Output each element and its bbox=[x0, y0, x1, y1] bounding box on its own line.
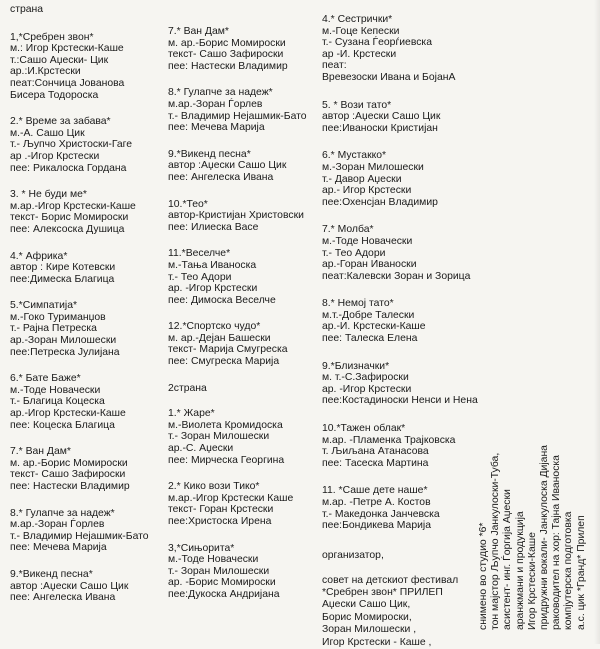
credit-line: пее: Коцеска Благица bbox=[10, 419, 115, 431]
credit-line-vertical: Игор Крстески-Каше bbox=[526, 532, 538, 630]
credit-line: м.-Зоран Милошески bbox=[322, 161, 424, 173]
credit-line: ар. -Игор Крстески bbox=[168, 283, 258, 295]
song-entry bbox=[322, 485, 492, 531]
credit-line: текст- Горан Крстески bbox=[168, 504, 274, 516]
song-title: 2.* Време за забава* bbox=[10, 116, 111, 128]
credit-line-vertical: а.с. цик *Гранд* Прилеп bbox=[575, 515, 587, 630]
song-entry bbox=[168, 26, 328, 72]
song-title: 7.* Ван Дам* bbox=[10, 446, 71, 458]
organizer-line: Зоран Милошески , bbox=[322, 624, 417, 636]
credit-line: м.ар. -Пламенка Трајковска bbox=[322, 434, 456, 446]
song-title: 6.* Мустакко* bbox=[322, 150, 387, 162]
song-title: 3,*Сињорита* bbox=[168, 542, 235, 554]
credit-line: ар.-Игор Крстески-Каше bbox=[10, 408, 126, 420]
credit-line: м.ар.-Игор Крстески-Каше bbox=[10, 200, 136, 212]
organizer-line: Игор Крстески - Каше , bbox=[322, 636, 432, 648]
credit-line: ар.-И. Крстески-Каше bbox=[322, 321, 426, 333]
credit-line: автор-Кристијан Христовски bbox=[168, 210, 304, 222]
credit-line: ар.-Горан Иваноски bbox=[322, 259, 417, 271]
credit-line: ар .-Игор Крстески bbox=[10, 150, 100, 162]
credit-line: пее: Рикалоска Гордана bbox=[10, 162, 127, 174]
column-2-entries bbox=[168, 26, 328, 368]
credit-line: пее: Илиеска Васе bbox=[168, 221, 259, 233]
organizer-line: *Сребрен звон* ПРИЛЕП bbox=[322, 587, 443, 598]
song-title: 10.*Тео* bbox=[168, 198, 208, 210]
song-title: 11. *Саше дете наше* bbox=[322, 485, 428, 497]
song-entry bbox=[322, 423, 492, 469]
song-title: 9.*Викенд песна* bbox=[168, 148, 251, 160]
organizer-line: Борис Момироски, bbox=[322, 611, 412, 623]
song-title: 1,*Сребрен звон* bbox=[10, 31, 94, 43]
song-entry bbox=[168, 87, 328, 133]
organizer-block bbox=[322, 550, 492, 649]
credit-line: текст- Сашо Зафироски bbox=[168, 49, 284, 61]
credit-line: т.- Владимир Нејашмик-Бато bbox=[168, 110, 307, 122]
song-entry bbox=[10, 446, 160, 492]
song-title: 12.*Спортско чудо* bbox=[168, 321, 261, 333]
credit-line: пеат:Сончица Јованова bbox=[10, 77, 125, 89]
song-title: 8.* Гулапче за надеж* bbox=[168, 87, 273, 99]
credit-line: т.- Владимир Нејашмик-Бато bbox=[10, 530, 149, 542]
credit-line: пеат: bbox=[322, 60, 347, 72]
credit-line: текст- Борис Момироски bbox=[10, 212, 129, 224]
song-entry bbox=[10, 32, 160, 102]
song-entry bbox=[322, 150, 492, 208]
song-entry bbox=[10, 300, 160, 358]
credit-line: автор :Аџески Сашо Цик bbox=[10, 580, 129, 592]
credit-line: м.-Тоде Новачески bbox=[168, 554, 259, 566]
credit-line: ар.-Зоран Милошески bbox=[10, 335, 117, 347]
credit-line: пее:Дукоска Андријана bbox=[168, 588, 280, 600]
song-entry bbox=[168, 248, 328, 306]
credit-line: ар. -Игор Крстески bbox=[322, 383, 412, 395]
credit-line: пее: Смугреска Марија bbox=[168, 356, 280, 368]
credit-line: Бисера Тодороска bbox=[10, 89, 99, 101]
credit-line: пее: Алексоска Душица bbox=[10, 223, 125, 235]
organizer-line: совет на детскиот фестивал bbox=[322, 574, 459, 586]
credit-line-vertical: снимено во студио *6* bbox=[478, 522, 489, 630]
column-2-side-entries bbox=[168, 408, 328, 600]
credit-line: м.-А. Сашо Цик bbox=[10, 127, 85, 139]
organizer-line bbox=[322, 562, 492, 574]
credit-line: м.-Виолета Кромидоска bbox=[168, 419, 283, 431]
credit-line: пеат:Калевски Зоран и Зорица bbox=[322, 270, 471, 282]
credit-line: т. Љиљана Атанасова bbox=[322, 446, 429, 458]
credit-line: пее: Ангелеска Ивана bbox=[10, 592, 116, 604]
credit-line: т.- Македонка Јанчевска bbox=[322, 508, 440, 520]
credit-line: пее:Христоска Ирена bbox=[168, 516, 272, 527]
organizer-line: Аџески Сашо Цик, bbox=[322, 599, 411, 611]
credit-line: м.ар.-Зоран Ѓорлев bbox=[168, 98, 263, 110]
credit-line: м.-Гоко Туриманџов bbox=[10, 311, 106, 323]
credit-line: автор :Аџески Сашо Цик bbox=[322, 111, 441, 123]
credit-line: м.-Гоце Кепески bbox=[322, 25, 400, 37]
credit-line: ар.-С. Аџески bbox=[168, 443, 234, 455]
credit-line: т.- Благица Коцеска bbox=[10, 396, 105, 408]
song-title: 9.*Викенд песна* bbox=[10, 568, 93, 580]
credit-line: пее: Мирческа Георгина bbox=[168, 454, 285, 466]
credit-line: ар.- Игор Крстески bbox=[322, 185, 412, 197]
credit-line: текст- Сашо Зафироски bbox=[10, 469, 126, 481]
credit-line: т.- Зоран Милошески bbox=[168, 565, 270, 577]
credit-line: т.- Давор Аџески bbox=[322, 173, 402, 185]
song-title: 11.*Веселче* bbox=[168, 248, 231, 260]
song-entry bbox=[322, 14, 492, 84]
side-a-header: страна bbox=[10, 4, 44, 15]
song-entry bbox=[10, 373, 160, 431]
song-entry bbox=[168, 408, 328, 466]
song-title: 4.* Африка* bbox=[10, 250, 68, 262]
credit-line: пее: Мечева Марија bbox=[168, 122, 265, 134]
song-entry bbox=[322, 361, 492, 407]
song-entry bbox=[10, 569, 160, 604]
credit-line-vertical: раководител на хор: Тајна Иваноска bbox=[551, 455, 563, 630]
song-title: 9.*Близначки* bbox=[322, 360, 390, 372]
song-entry bbox=[10, 508, 160, 554]
credit-line: пее: Димоска Веселче bbox=[168, 294, 276, 306]
credit-line: м.-Тања Иваноска bbox=[168, 259, 257, 271]
credit-line: м.ар. -Петре А. Костов bbox=[322, 497, 431, 508]
credit-line: пее: Настески Владимир bbox=[10, 481, 130, 492]
credit-line: автор :Аџески Сашо Цик bbox=[168, 160, 287, 172]
credit-line: т.- Љупчо Христоски-Гаге bbox=[10, 139, 133, 151]
song-title: 8.* Гулапче за надеж* bbox=[10, 507, 115, 519]
song-entry bbox=[10, 116, 160, 174]
credit-line: м.-Тоде Новачески bbox=[322, 235, 413, 247]
song-title: 6.* Бате Баже* bbox=[10, 373, 81, 385]
credit-line-vertical: компјутерска подготовка bbox=[563, 511, 575, 630]
credit-line: пее:Иваноски Кристијан bbox=[322, 122, 438, 134]
credit-line: т.- Зоран Милошески bbox=[168, 431, 270, 443]
credit-line-vertical: асистент- инг. Ѓоргија Аџески bbox=[502, 489, 514, 630]
credit-line: т.- Тео Адори bbox=[322, 247, 386, 259]
credit-line: пее: Мечева Марија bbox=[10, 542, 107, 554]
column-1-entries bbox=[10, 32, 160, 604]
song-entry bbox=[322, 100, 492, 135]
song-title: 5. * Вози тато* bbox=[322, 99, 392, 111]
song-title: 10.*Тажен облак* bbox=[322, 423, 406, 435]
credit-line-vertical: придружни вокали- Јанкулоска Дијана bbox=[539, 445, 551, 630]
credit-line: м.ар.-Зоран Ѓорлев bbox=[10, 519, 105, 531]
song-title: 5.*Симпатија* bbox=[10, 300, 78, 312]
credit-line: т.:Сашо Аџески- Цик bbox=[10, 54, 109, 66]
credit-line: ар.:И.Крстески bbox=[10, 66, 81, 78]
credit-line: текст- Марија Смугреска bbox=[168, 344, 288, 356]
credit-line: пее: Настески Владимир bbox=[168, 60, 288, 72]
credit-line: пее:Бондикева Марија bbox=[322, 520, 432, 532]
credit-line: м.т.-Добре Талески bbox=[322, 309, 415, 321]
credit-line: пее:Димеска Благица bbox=[10, 273, 115, 285]
credit-line: т.- Рајна Петреска bbox=[10, 323, 97, 335]
sheet-edge-shadow bbox=[594, 0, 600, 644]
credit-line: пее: Тасеска Мартина bbox=[322, 457, 429, 469]
credit-line-vertical: аранжмани и продукција bbox=[514, 511, 526, 630]
credit-line: ар. -Борис Момироски bbox=[168, 577, 276, 589]
song-title: 7.* Молба* bbox=[322, 224, 374, 236]
song-entry bbox=[168, 543, 328, 601]
song-entry bbox=[322, 224, 492, 282]
credit-line: м.: Игор Крстески-Каше bbox=[10, 43, 124, 55]
production-credits-vertical bbox=[478, 400, 588, 630]
credit-line: пее: Ангелеска Ивана bbox=[168, 171, 274, 183]
credit-line: м. ар.-Дејан Башески bbox=[168, 332, 271, 344]
song-entry bbox=[168, 481, 328, 527]
song-entry bbox=[168, 149, 328, 184]
credit-line: пее:Охенсјан Владимир bbox=[322, 196, 438, 208]
song-title: 3. * Не буди ме* bbox=[10, 189, 87, 201]
organizer-line: организатор, bbox=[322, 549, 384, 561]
song-title: 4.* Сестрички* bbox=[322, 14, 393, 25]
side-b-header: 2страна bbox=[168, 382, 207, 394]
song-entry bbox=[168, 199, 328, 234]
song-title: 7.* Ван Дам* bbox=[168, 26, 229, 37]
credit-line: пее: Талеска Елена bbox=[322, 333, 418, 345]
song-title: 8.* Немој тато* bbox=[322, 298, 394, 310]
credit-line: м. ар.-Борис Момироски bbox=[10, 457, 128, 469]
credit-line: м.ар.-Игор Крстески Каше bbox=[168, 492, 294, 504]
credit-line: ар -И. Крстески bbox=[322, 48, 397, 60]
credit-line: м. т.-С.Зафироски bbox=[322, 372, 409, 384]
credit-line: пее:Петреска Јулијана bbox=[10, 346, 120, 358]
column-3 bbox=[322, 14, 492, 649]
song-entry bbox=[10, 251, 160, 286]
credit-line: Вревезоски Ивана и БојанА bbox=[322, 71, 456, 83]
credit-line: т.- Тео Адори bbox=[168, 271, 232, 283]
credit-line-vertical: тон мајстор Љупчо Јанкулоски-Туба, bbox=[490, 452, 502, 630]
column-1 bbox=[10, 4, 160, 619]
credit-line: м. ар.-Борис Момироски bbox=[168, 37, 286, 49]
song-entry bbox=[168, 321, 328, 367]
credit-line: м.-Тоде Новачески bbox=[10, 384, 101, 396]
song-entry bbox=[10, 189, 160, 235]
song-entry bbox=[322, 298, 492, 344]
credit-line: автор : Кире Котевски bbox=[10, 262, 116, 274]
credit-line: т.- Сузана Ѓеорѓиевска bbox=[322, 37, 432, 49]
song-title: 2.* Кико вози Тико* bbox=[168, 481, 260, 493]
column-3-entries bbox=[322, 14, 492, 532]
song-title: 1.* Жаре* bbox=[168, 408, 215, 420]
credit-line: пее:Костадиноски Ненси и Нена bbox=[322, 395, 478, 407]
column-2 bbox=[168, 26, 328, 616]
